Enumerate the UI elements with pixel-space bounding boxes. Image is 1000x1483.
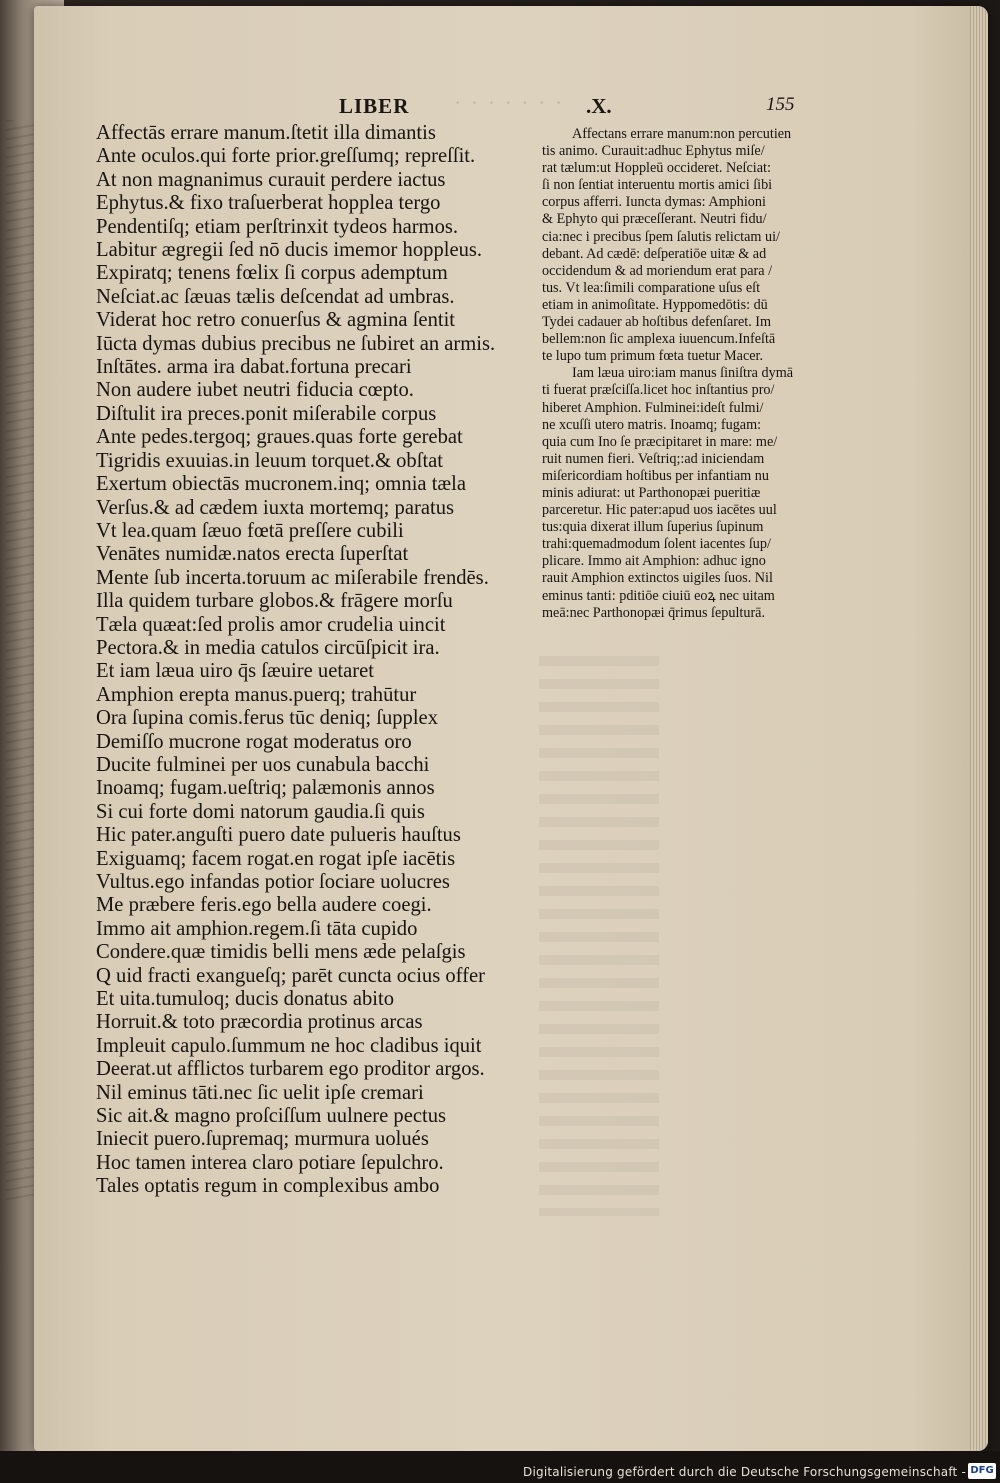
poem-line: Mente ſub incerta.toruum ac miſerabile frendēs. <box>96 566 489 589</box>
commentary-line: occidendum & ad moriendum erat para / <box>542 262 773 279</box>
poem-line: Iūcta dymas dubius precibus ne ſubiret an armis. <box>96 332 496 355</box>
commentary-line: bellem:non ſic amplexa iuuencum.Infeſtā <box>542 331 776 348</box>
poem-line: Horruit.& toto præcordia protinus arcas <box>96 1011 423 1034</box>
poem-line: Vt lea.quam ſæuo fœtā preſſere cubili <box>96 519 404 542</box>
poem-line: Inoamq; fugam.ueſtriq; palæmonis annos <box>96 777 435 800</box>
poem-line: Affectās errare manum.ſtetit illa dimantis <box>96 122 436 144</box>
running-header <box>34 94 988 120</box>
poem-line: Ante oculos.qui forte prior.greſſumq; repreſſit. <box>96 145 476 168</box>
poem-line: Non audere iubet neutri fiducia cœpto. <box>96 379 414 402</box>
commentary-line: te lupo tum primum fœta tuetur Macer. <box>542 348 764 365</box>
commentary-line: tus:quia dixerat illum ſuperius ſupinum <box>542 519 764 536</box>
commentary-line: meā:nec Parthonopæi q̄rimus ſepulturā. <box>542 604 766 621</box>
poem-line: Ante pedes.tergoq; graues.quas forte gerebat <box>96 426 463 449</box>
digitization-credit: Digitalisierung gefördert durch die Deutsche Forschungsgemeinschaft - <box>523 1465 966 1479</box>
poem-line: Vultus.ego infandas potior ſociare uolucres <box>96 871 450 893</box>
commentary-line: Tydei cadauer ab hoſtibus defenſaret. Im <box>542 314 772 331</box>
poem-line: Ephytus.& fixo traſuerberat hopplea tergo <box>96 192 441 215</box>
commentary-line: Iam læua uiro:iam manus ſiniſtra dymā <box>572 365 794 382</box>
book-number: .X. <box>586 94 612 118</box>
poem-line: Ducite fulminei per uos cunabula bacchi <box>96 753 430 776</box>
poem-line: Deerat.ut afflictos turbarem ego proditor argos. <box>96 1058 485 1081</box>
poem-line: Me præbere feris.ego bella audere coegi. <box>96 894 432 917</box>
poem-line: Hic pater.anguſti puero date pulueris hauſtus <box>96 824 461 847</box>
poem-line: Pendentiſq; etiam perſtrinxit tydeos harmos. <box>96 215 459 238</box>
commentary-line: etiam in animoſitate. Hyppomedōtis: dū <box>542 296 768 313</box>
poem-line: Immo ait amphion.regem.ſi tāta cupido <box>96 917 418 940</box>
page-fore-edge <box>970 6 988 1451</box>
poem-line: Iniecit puero.ſupremaq; murmura uolués <box>96 1128 429 1151</box>
poem-line: Tigridis exuuias.in leuum torquet.& obſtat <box>96 449 444 472</box>
commentary-line: ne xcuſſi utero matris. Inoamq; fugam: <box>542 416 762 433</box>
footer-bar <box>0 1451 1000 1483</box>
poem-line: Illa quidem turbare globos.& frāgere morſu <box>96 590 453 613</box>
poem-line: At non magnanimus curauit perdere iactus <box>96 168 446 191</box>
poem-line: Et uita.tumuloq; ducis donatus abito <box>96 988 395 1011</box>
poem-line: Nil eminus tāti.nec ſic uelit ipſe cremari <box>96 1081 424 1104</box>
poem-line: Labitur ægregii ſed nō ducis imemor hoppleus. <box>96 239 483 262</box>
commentary-line: minis adiurat: ut Parthonopæi pueritiæ <box>542 484 761 501</box>
poem-line: Exertum obiectās mucronem.inq; omnia tæla <box>96 473 467 496</box>
commentary-line: hiberet Amphion. Fulminei:ideſt fulmi/ <box>542 399 764 416</box>
show-through-text: · · · · · · · <box>454 90 565 115</box>
commentary-line: plicare. Immo ait Amphion: adhuc igno <box>542 553 766 570</box>
poem-line: Q uid fracti exangueſq; parēt cuncta ocius offer <box>96 964 486 987</box>
folio-number: 155 <box>766 94 795 115</box>
poem-line: Sic ait.& magno proſciſſum uulnere pectus <box>96 1105 447 1128</box>
show-through-lines <box>539 656 659 1216</box>
commentary-line: debant. Ad cædē: deſperatiōe uitæ & ad <box>542 245 767 262</box>
commentary-line: ruit numen fieri. Veſtriq;:ad iniciendam <box>542 450 765 467</box>
commentary-line: tus. Vt lea:ſimili comparatione uſus eſt <box>542 279 761 296</box>
dfg-logo: DFG <box>968 1463 996 1479</box>
commentary-line: rat tælum:ut Hoppleū occideret. Neſciat: <box>542 160 771 177</box>
commentary-line: Affectans errare manum:non percutien <box>572 126 792 142</box>
commentary-line: quia cum Ino ſe præcipitaret in mare: me/ <box>542 433 778 450</box>
poem-line: Pectora.& in media catulos circūſpicit ira. <box>96 636 440 659</box>
poem-line: Amphion erepta manus.puerq; trahūtur <box>96 683 417 706</box>
poem-line: Verſus.& ad cædem iuxta mortemq; paratus <box>96 496 455 519</box>
commentary-line: trahi:quemadmodum ſolent iacentes ſup/ <box>542 536 771 553</box>
poem-line: Et iam læua uiro q̄s ſæuire uetaret <box>96 660 374 683</box>
poem-line: Diſtulit ira preces.ponit miſerabile corpus <box>96 402 437 425</box>
commentary-line: ti fuerat præſciſſa.licet hoc inſtantius pro/ <box>542 382 775 399</box>
poem-line: Condere.quæ timidis belli mens æde pelaſgis <box>96 941 466 964</box>
commentary-line: parceretur. Hic pater:apud uos iacētes uul <box>542 502 777 519</box>
commentary-line: cia:nec i precibus ſpem ſalutis relictam ui/ <box>542 228 780 245</box>
commentary-line: tis animo. Curauit:adhuc Ephytus miſe/ <box>542 143 765 160</box>
poem-line: Venātes numidæ.natos erecta ſuperſtat <box>96 543 409 566</box>
poem-line: Ora ſupina comis.ferus tūc deniq; ſupplex <box>96 707 438 730</box>
commentary-column <box>542 126 827 622</box>
commentary-line: corpus afferri. Iuncta dymas: Amphioni <box>542 194 766 211</box>
poem-text-column <box>96 122 536 1199</box>
commentary-line: ſi non ſentiat interuentu mortis amici ſibi <box>542 177 773 194</box>
poem-line: Si cui forte domi natorum gaudia.ſi quis <box>96 800 425 823</box>
poem-line: Tæla quæat:ſed prolis amor crudelia uincit <box>96 613 446 636</box>
poem-line: Expiratq; tenens fœlix ſi corpus ademptum <box>96 262 448 285</box>
poem-line: Inſtātes. arma ira dabat.fortuna precari <box>96 356 412 379</box>
book-page <box>34 6 988 1451</box>
poem-line: Exiguamq; facem rogat.en rogat ipſe iacētis <box>96 847 456 870</box>
poem-line: Impleuit capulo.ſummum ne hoc cladibus iquit <box>96 1034 482 1057</box>
poem-line: Hoc tamen interea claro potiare ſepulchro. <box>96 1151 444 1174</box>
running-title: LIBER <box>339 94 410 118</box>
poem-line: Neſciat.ac ſæuas tælis deſcendat ad umbras. <box>96 285 455 308</box>
commentary-line: miſericordiam hoſtibus per infantiam nu <box>542 467 769 484</box>
commentary-line: & Ephyto qui præceſſerant. Neutri fidu/ <box>542 211 767 228</box>
commentary-line: rauit Amphion extinctos uigiles ſuos. Nil <box>542 570 773 587</box>
poem-line: Tales optatis regum in complexibus ambo <box>96 1175 440 1198</box>
poem-line: Viderat hoc retro conuerſus & agmina ſentit <box>96 309 456 332</box>
poem-line: Demiſſo mucrone rogat moderatus oro <box>96 730 412 753</box>
commentary-line: eminus tanti: pditiōe ciuiū eoꝝ nec uitam <box>542 587 775 604</box>
